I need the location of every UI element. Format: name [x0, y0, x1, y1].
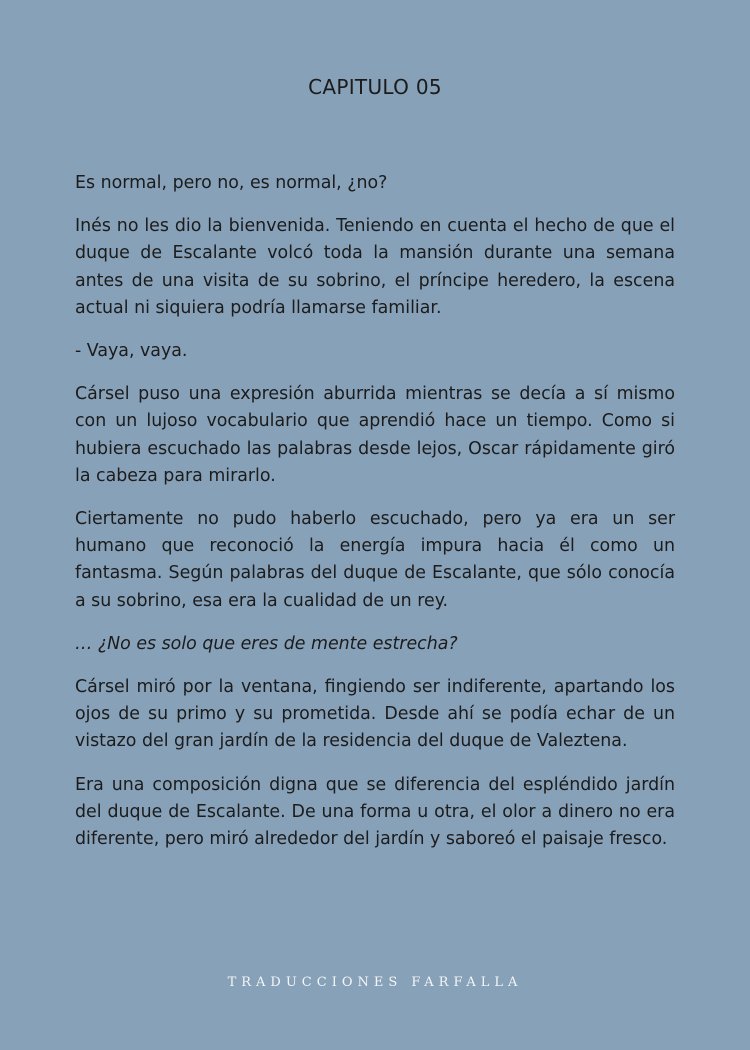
paragraph-8: Era una composición digna que se diferencia del espléndido jardín del duque de Escalante. De una forma u otra, el olor a dinero no era diferente, pero miró alrededor del jardín y saboreó el paisaje fresco. [75, 774, 675, 850]
paragraph-7: Cársel miró por la ventana, fingiendo ser indiferente, apartando los ojos de su primo y su prometida. Desde ahí se podía echar de un vistazo del gran jardín de la residencia del duque de Valeztena. [75, 677, 675, 752]
paragraph-3: - Vaya, vaya. [75, 341, 188, 362]
paragraph-1: Es normal, pero no, es normal, ¿no? [75, 173, 388, 193]
paragraph-5: Ciertamente no pudo haberlo escuchado, pero ya era un ser humano que reconoció la energía impura hacia él como un fantasma. Según palabras del duque de Escalante, que sólo conocía a su sobrino, esa era la cualidad de un rey. [75, 509, 675, 611]
paragraph-2: Inés no les dio la bienvenida. Teniendo en cuenta el hecho de que el duque de Escalante volcó toda la mansión durante una semana antes de una visita de su sobrino, el príncipe heredero, la escena actual ni siquiera podría llamarse familiar. [75, 216, 675, 318]
footer-credit: TRADUCCIONES FARFALLA [227, 975, 523, 990]
chapter-title: CAPITULO 05 [308, 75, 442, 99]
paragraph-6-italic: … ¿No es solo que eres de mente estrecha? [75, 633, 458, 654]
body-text [75, 170, 675, 869]
paragraph-4: Cársel puso una expresión aburrida mientras se decía a sí mismo con un lujoso vocabulario que aprendió hace un tiempo. Como si hubiera escuchado las palabras desde lejos, Oscar rápidamente giró la cabeza para mirarlo. [75, 384, 675, 486]
